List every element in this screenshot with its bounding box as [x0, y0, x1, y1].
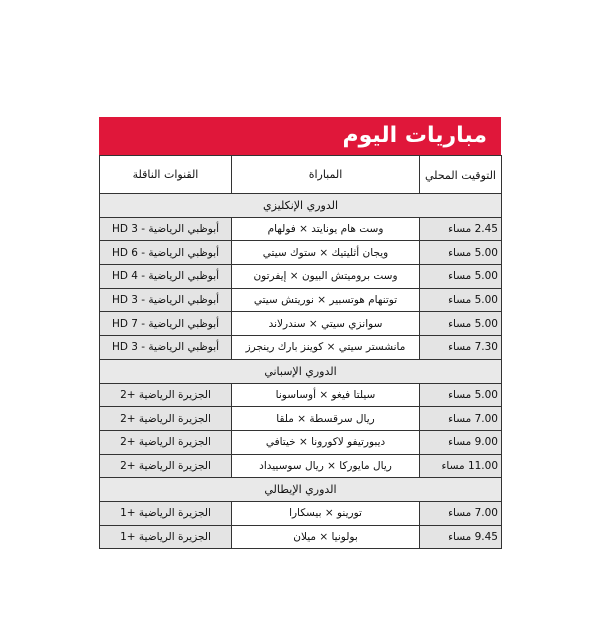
match-name: توتنهام هوتسبير × نوريتش سيتي [232, 288, 420, 312]
time-value: 11.00 [467, 459, 498, 472]
page-title: مباريات اليوم [342, 123, 487, 148]
league-name: الدوري الإيطالي [100, 478, 502, 502]
time-suffix: مساء [448, 317, 472, 330]
time-value: 5.00 [474, 246, 498, 259]
broadcast-channel: أبوظبي الرياضية - HD 7 [100, 312, 232, 336]
league-row [100, 359, 502, 383]
table-row [100, 407, 502, 431]
broadcast-channel: الجزيرة الرياضية +1 [100, 501, 232, 525]
match-time [420, 288, 502, 312]
broadcast-channel: الجزيرة الرياضية +2 [100, 383, 232, 407]
time-suffix: مساء [448, 341, 472, 354]
league-name: الدوري الإنكليزي [100, 194, 502, 218]
match-time [420, 336, 502, 360]
match-time [420, 241, 502, 265]
match-time [420, 265, 502, 289]
broadcast-channel: الجزيرة الرياضية +2 [100, 430, 232, 454]
table-row [100, 501, 502, 525]
time-value: 2.45 [474, 223, 498, 236]
match-name: ريال سرقسطة × ملقا [232, 407, 420, 431]
time-suffix: مساء [448, 223, 472, 236]
match-time [420, 501, 502, 525]
match-name: ويجان أثليتيك × ستوك سيتي [232, 241, 420, 265]
table-row [100, 383, 502, 407]
table-row [100, 454, 502, 478]
match-name: بولونيا × ميلان [232, 525, 420, 549]
time-value: 7.00 [474, 507, 498, 520]
match-name: ريال مايوركا × ريال سوسييداد [232, 454, 420, 478]
time-value: 9.45 [474, 530, 498, 543]
table-row [100, 217, 502, 241]
time-suffix: مساء [448, 412, 472, 425]
time-suffix: مساء [448, 270, 472, 283]
time-suffix: مساء [441, 459, 465, 472]
league-name: الدوري الإسباني [100, 359, 502, 383]
time-suffix: مساء [448, 246, 472, 259]
match-time [420, 430, 502, 454]
match-name: سوانزي سيتي × سندرلاند [232, 312, 420, 336]
broadcast-channel: الجزيرة الرياضية +1 [100, 525, 232, 549]
time-value: 5.00 [474, 294, 498, 307]
time-suffix: مساء [448, 530, 472, 543]
header-match: المباراة [232, 156, 420, 194]
match-name: ديبورتيفو لاكورونا × خيتافي [232, 430, 420, 454]
time-suffix: مساء [448, 294, 472, 307]
time-value: 7.30 [474, 341, 498, 354]
schedule-body [100, 194, 502, 549]
match-name: وست بروميتش البيون × إيفرتون [232, 265, 420, 289]
time-value: 5.00 [474, 317, 498, 330]
table-row [100, 336, 502, 360]
match-time [420, 407, 502, 431]
match-name: مانشستر سيتي × كوينز بارك رينجرز [232, 336, 420, 360]
match-time [420, 312, 502, 336]
table-row [100, 525, 502, 549]
table-row [100, 288, 502, 312]
table-row [100, 430, 502, 454]
league-row [100, 194, 502, 218]
time-suffix: مساء [448, 507, 472, 520]
time-value: 7.00 [474, 412, 498, 425]
broadcast-channel: أبوظبي الرياضية - HD 3 [100, 217, 232, 241]
header-channels: القنوات الناقلة [100, 156, 232, 194]
schedule-table [99, 155, 502, 549]
match-name: تورينو × بيسكارا [232, 501, 420, 525]
time-suffix: مساء [448, 388, 472, 401]
broadcast-channel: الجزيرة الرياضية +2 [100, 407, 232, 431]
table-header-row [100, 156, 502, 194]
broadcast-channel: أبوظبي الرياضية - HD 3 [100, 288, 232, 312]
title-bar [99, 117, 501, 155]
match-time [420, 217, 502, 241]
table-row [100, 265, 502, 289]
table-row [100, 241, 502, 265]
match-time [420, 454, 502, 478]
match-name: سيلتا فيغو × أوساسونا [232, 383, 420, 407]
schedule-card [99, 117, 501, 549]
broadcast-channel: الجزيرة الرياضية +2 [100, 454, 232, 478]
broadcast-channel: أبوظبي الرياضية - HD 4 [100, 265, 232, 289]
broadcast-channel: أبوظبي الرياضية - HD 6 [100, 241, 232, 265]
broadcast-channel: أبوظبي الرياضية - HD 3 [100, 336, 232, 360]
time-value: 9.00 [474, 436, 498, 449]
header-time: التوقيت المحلي [420, 156, 502, 194]
time-value: 5.00 [474, 270, 498, 283]
league-row [100, 478, 502, 502]
match-time [420, 383, 502, 407]
match-name: وست هام يونايتد × فولهام [232, 217, 420, 241]
table-row [100, 312, 502, 336]
match-time [420, 525, 502, 549]
time-value: 5.00 [474, 388, 498, 401]
time-suffix: مساء [448, 436, 472, 449]
